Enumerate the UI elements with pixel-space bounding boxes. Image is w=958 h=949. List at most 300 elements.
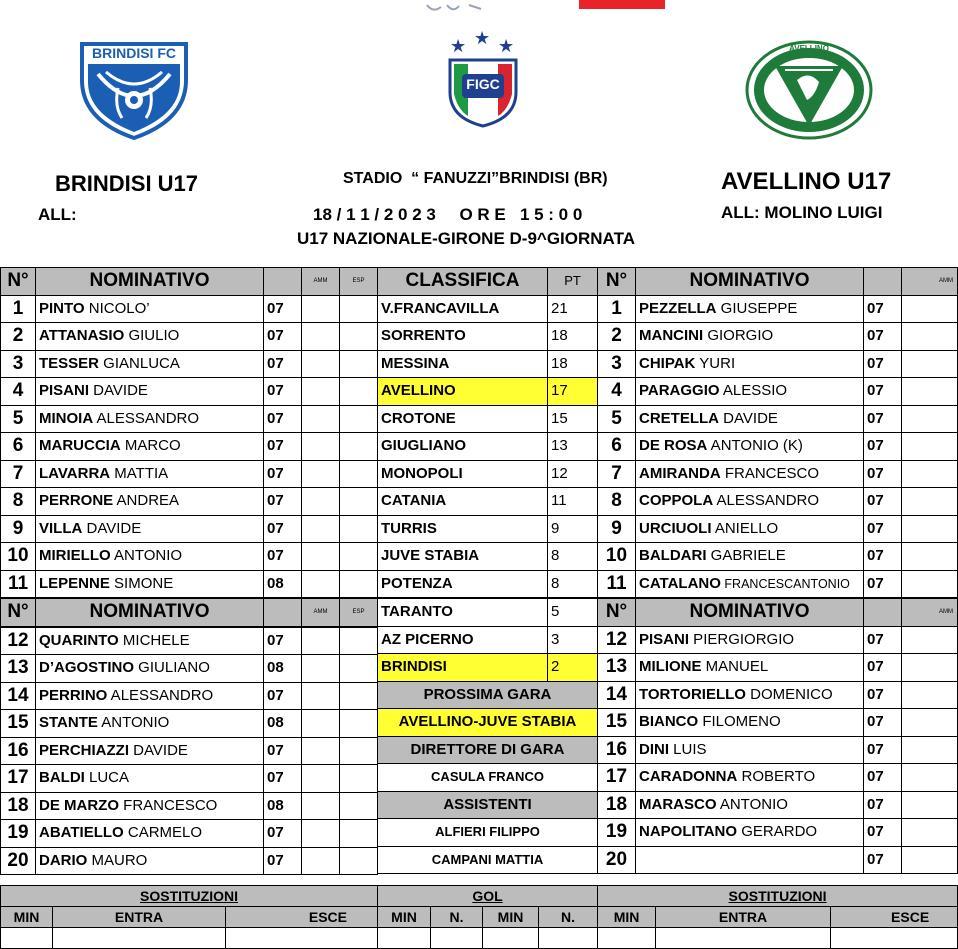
- home-player-firstname: GIULIO: [124, 327, 180, 345]
- sub-cell: [598, 928, 656, 949]
- home-player-firstname: ALESSANDRO: [93, 409, 200, 427]
- away-player-row: [598, 488, 958, 516]
- home-player-number: 20: [1, 847, 36, 875]
- goal-cell: [539, 928, 598, 949]
- away-player-row: [598, 570, 958, 598]
- home-player-shirt: 07: [264, 543, 302, 571]
- home-player-row: [1, 515, 378, 543]
- home-player-shirt: 08: [264, 570, 302, 598]
- referee-name: CASULA FRANCO: [378, 764, 598, 792]
- home-player-row: [1, 488, 378, 516]
- home-player-shirt: 07: [264, 460, 302, 488]
- home-player-esp: [340, 570, 378, 598]
- away-player-number: 12: [598, 626, 636, 654]
- away-player-lastname: PARAGGIO: [639, 382, 720, 400]
- officials-row: [378, 764, 598, 792]
- home-player-firstname: ALESSANDRO: [107, 686, 214, 704]
- home-player-shirt: 07: [264, 765, 302, 793]
- home-sub-entra-label: ENTRA: [53, 907, 226, 928]
- away-player-shirt: 07: [864, 543, 902, 571]
- home-player-amm: [302, 682, 340, 710]
- home-player-amm: [302, 737, 340, 765]
- standings-points: 21: [548, 295, 598, 323]
- home-player-number: 8: [1, 488, 36, 516]
- home-player-number: 1: [1, 295, 36, 323]
- away-player-name: [636, 460, 864, 488]
- competition: U17 NAZIONALE-GIRONE D-9^GIORNATA: [297, 229, 635, 248]
- away-player-shirt: 07: [864, 378, 902, 406]
- home-player-lastname: QUARINTO: [39, 631, 119, 649]
- away-player-lastname: DINI: [639, 740, 669, 758]
- home-player-lastname: BALDI: [39, 769, 85, 787]
- home-player-name: [36, 820, 264, 848]
- home-player-lastname: D’AGOSTINO: [39, 659, 135, 677]
- home-player-number: 12: [1, 627, 36, 655]
- away-player-number: 17: [598, 764, 636, 792]
- home-player-name: [36, 460, 264, 488]
- home-player-firstname: SIMONE: [109, 574, 174, 592]
- home-player-number: 15: [1, 710, 36, 738]
- home-player-name: [36, 433, 264, 461]
- home-player-lastname: DARIO: [39, 851, 88, 869]
- home-player-number: 18: [1, 792, 36, 820]
- standings-points: 18: [548, 323, 598, 351]
- away-player-firstname: FRANCESCO: [720, 464, 820, 482]
- standings-row: [378, 598, 598, 626]
- away-player-amm: [902, 846, 958, 874]
- home-player-esp: [340, 350, 378, 378]
- next-match: AVELLINO-JUVE STABIA: [378, 709, 598, 737]
- home-player-row: [1, 570, 378, 598]
- home-player-amm: [302, 820, 340, 848]
- standings-row: [378, 323, 598, 351]
- assistant-2: CAMPANI MATTIA: [378, 846, 598, 874]
- away-player-firstname: GIORGIO: [703, 327, 774, 345]
- home-player-shirt: 07: [264, 488, 302, 516]
- away-player-amm: [902, 764, 958, 792]
- away-player-amm: [902, 626, 958, 654]
- standings-points: 8: [548, 570, 598, 598]
- away-player-shirt: 07: [864, 295, 902, 323]
- home-player-amm: [302, 710, 340, 738]
- avellino-logo-text: AVELLINO: [789, 44, 829, 53]
- standings-points: 8: [548, 543, 598, 571]
- home-player-shirt: 07: [264, 820, 302, 848]
- standings-points: 2: [548, 654, 598, 682]
- home-player-firstname: MICHELE: [118, 631, 190, 649]
- standings-row: [378, 295, 598, 323]
- away-nominativo-header: NOMINATIVO: [636, 268, 864, 296]
- home-player-name: [36, 737, 264, 765]
- home-player-amm: [302, 627, 340, 655]
- away-player-firstname: GIUSEPPE: [716, 299, 798, 317]
- home-player-esp: [340, 765, 378, 793]
- home-esp-header: ESP: [340, 268, 378, 296]
- away-player-amm: [902, 488, 958, 516]
- home-player-lastname: LEPENNE: [39, 574, 110, 592]
- home-player-lastname: PINTO: [39, 299, 85, 317]
- away-player-shirt: 07: [864, 570, 902, 598]
- home-player-name: [36, 515, 264, 543]
- away-player-shirt: 07: [864, 323, 902, 351]
- home-player-firstname: ANTONIO: [97, 714, 170, 732]
- sub-cell: [226, 928, 378, 949]
- home-player-firstname: NICOLO’: [84, 299, 150, 317]
- figc-logo: [440, 30, 526, 128]
- away-player-name: [636, 405, 864, 433]
- home-player-lastname: PERRONE: [39, 492, 114, 510]
- goal-min-label-2: MIN: [483, 907, 539, 928]
- standings-row: [378, 654, 598, 682]
- away-sub-esce-label: ESCE: [831, 907, 958, 928]
- away-header-row: [598, 268, 958, 296]
- goal-cell: [483, 928, 539, 949]
- away-player-name: [636, 543, 864, 571]
- away-player-lastname: CARADONNA: [639, 768, 738, 786]
- standings-row: [378, 488, 598, 516]
- home-player-firstname: ANDREA: [113, 492, 180, 510]
- standings-points: 3: [548, 626, 598, 654]
- home-amm-header: AMM: [302, 268, 340, 296]
- away-lineup: [597, 267, 958, 874]
- home-player-esp: [340, 655, 378, 683]
- home-player-row: [1, 765, 378, 793]
- standings-team: CROTONE: [378, 405, 548, 433]
- away-player-row: [598, 323, 958, 351]
- away-sub-entra-label: ENTRA: [656, 907, 831, 928]
- away-player-amm: [902, 405, 958, 433]
- home-player-esp: [340, 737, 378, 765]
- away-player-amm: [902, 433, 958, 461]
- home-lineup: [0, 267, 378, 875]
- home-player-name: [36, 765, 264, 793]
- away-player-lastname: NAPOLITANO: [639, 823, 738, 841]
- stadium: STADIO “ FANUZZI”BRINDISI (BR): [343, 170, 608, 187]
- home-player-row: [1, 405, 378, 433]
- home-n-header: N°: [1, 268, 36, 296]
- away-player-firstname: LUIS: [669, 740, 707, 758]
- away-player-name: [636, 736, 864, 764]
- sub-cell: [831, 928, 958, 949]
- home-player-esp: [340, 792, 378, 820]
- away-blank-header: [864, 598, 902, 626]
- match-datetime: 18 / 1 1 / 2 0 2 3 O R E 1 5 : 0 0: [313, 205, 583, 224]
- away-player-firstname: GABRIELE: [706, 547, 786, 565]
- standings-team: POTENZA: [378, 570, 548, 598]
- away-player-name: [636, 654, 864, 682]
- home-player-number: 7: [1, 460, 36, 488]
- away-player-number: 13: [598, 654, 636, 682]
- away-coach: ALL: MOLINO LUIGI: [721, 203, 883, 222]
- standings-team: GIUGLIANO: [378, 433, 548, 461]
- home-player-shirt: 07: [264, 323, 302, 351]
- away-player-lastname: CHIPAK: [639, 354, 696, 372]
- home-player-amm: [302, 405, 340, 433]
- away-player-name: [636, 323, 864, 351]
- prossima-gara-header: PROSSIMA GARA: [378, 681, 598, 709]
- away-player-number: 8: [598, 488, 636, 516]
- away-player-shirt: 07: [864, 405, 902, 433]
- away-player-row: [598, 378, 958, 406]
- away-player-firstname: ROBERTO: [737, 768, 816, 786]
- home-player-number: 13: [1, 655, 36, 683]
- away-player-name: [636, 791, 864, 819]
- officials-row: [378, 791, 598, 819]
- away-player-shirt: 07: [864, 488, 902, 516]
- home-player-lastname: PERCHIAZZI: [39, 741, 129, 759]
- home-player-row: [1, 710, 378, 738]
- away-player-shirt: 07: [864, 764, 902, 792]
- standings-row: [378, 570, 598, 598]
- away-player-lastname: COPPOLA: [639, 492, 714, 510]
- away-player-number: 10: [598, 543, 636, 571]
- home-player-lastname: PISANI: [39, 382, 90, 400]
- home-player-firstname: CARMELO: [123, 824, 203, 842]
- standings-team: V.FRANCAVILLA: [378, 295, 548, 323]
- away-player-amm: [902, 378, 958, 406]
- home-player-esp: [340, 295, 378, 323]
- standings-row: [378, 460, 598, 488]
- home-player-lastname: TESSER: [39, 354, 100, 372]
- home-player-number: 9: [1, 515, 36, 543]
- home-player-number: 11: [1, 570, 36, 598]
- away-player-number: 4: [598, 378, 636, 406]
- standings-team: AVELLINO: [378, 378, 548, 406]
- home-player-shirt: 08: [264, 710, 302, 738]
- standings-row: [378, 378, 598, 406]
- home-player-firstname: MARCO: [120, 437, 181, 455]
- away-player-name: [636, 709, 864, 737]
- home-blank-header: [264, 268, 302, 296]
- away-player-row: [598, 846, 958, 874]
- home-player-row: [1, 378, 378, 406]
- home-player-name: [36, 405, 264, 433]
- away-player-shirt: 07: [864, 460, 902, 488]
- figc-logo-text: FIGC: [466, 76, 500, 92]
- home-player-amm: [302, 765, 340, 793]
- home-player-shirt: 08: [264, 792, 302, 820]
- home-player-row: [1, 543, 378, 571]
- standings-team: TURRIS: [378, 515, 548, 543]
- home-player-row: [1, 295, 378, 323]
- away-player-row: [598, 764, 958, 792]
- standings-row: [378, 405, 598, 433]
- away-player-lastname: BIANCO: [639, 713, 699, 731]
- standings-points: 15: [548, 405, 598, 433]
- home-player-esp: [340, 323, 378, 351]
- pt-header: PT: [548, 268, 598, 296]
- away-player-name: [636, 433, 864, 461]
- home-player-firstname: MATTIA: [110, 464, 169, 482]
- home-player-amm: [302, 792, 340, 820]
- home-player-shirt: 07: [264, 847, 302, 875]
- home-player-firstname: ANTONIO: [110, 547, 183, 565]
- away-player-shirt: 07: [864, 846, 902, 874]
- home-header-row: [1, 598, 378, 627]
- standings-row: [378, 515, 598, 543]
- home-player-lastname: PERRINO: [39, 686, 108, 704]
- home-player-firstname: MAURO: [87, 851, 148, 869]
- away-player-lastname: TORTORIELLO: [639, 685, 746, 703]
- away-player-lastname: CATALANO: [639, 574, 721, 592]
- standings-points: 18: [548, 350, 598, 378]
- away-player-name: [636, 846, 864, 874]
- home-team-title: BRINDISI U17: [55, 171, 199, 196]
- away-player-amm: [902, 515, 958, 543]
- officials-row: [378, 819, 598, 847]
- home-player-shirt: 07: [264, 378, 302, 406]
- away-player-lastname: URCIUOLI: [639, 519, 712, 537]
- home-player-amm: [302, 847, 340, 875]
- away-player-amm: [902, 323, 958, 351]
- away-player-number: 5: [598, 405, 636, 433]
- home-player-name: [36, 655, 264, 683]
- away-player-shirt: 07: [864, 791, 902, 819]
- home-player-esp: [340, 710, 378, 738]
- away-player-lastname: MANCINI: [639, 327, 704, 345]
- away-player-name: [636, 626, 864, 654]
- home-player-name: [36, 543, 264, 571]
- home-player-firstname: LUCA: [84, 769, 130, 787]
- standings-header-row: [378, 268, 598, 296]
- home-player-name: [36, 350, 264, 378]
- standings-points: 11: [548, 488, 598, 516]
- home-player-firstname: DAVIDE: [129, 741, 188, 759]
- away-player-firstname: MANUEL: [701, 658, 769, 676]
- away-player-firstname: ALESSIO: [719, 382, 788, 400]
- away-player-row: [598, 460, 958, 488]
- home-player-lastname: MARUCCIA: [39, 437, 121, 455]
- goal-min-label: MIN: [378, 907, 431, 928]
- home-player-name: [36, 792, 264, 820]
- away-player-number: 2: [598, 323, 636, 351]
- away-player-name: [636, 295, 864, 323]
- home-player-esp: [340, 627, 378, 655]
- sub-cell: [1, 928, 53, 949]
- substitutions-area: [0, 885, 958, 949]
- home-player-esp: [340, 405, 378, 433]
- goal-cell: [431, 928, 483, 949]
- standings-points: 17: [548, 378, 598, 406]
- home-player-esp: [340, 460, 378, 488]
- home-sub-esce-label: ESCE: [226, 907, 378, 928]
- away-player-amm: [902, 543, 958, 571]
- home-player-shirt: 07: [264, 350, 302, 378]
- away-player-name: [636, 488, 864, 516]
- classifica-header: CLASSIFICA: [378, 268, 548, 296]
- home-player-row: [1, 820, 378, 848]
- standings-team: AZ PICERNO: [378, 626, 548, 654]
- home-player-row: [1, 350, 378, 378]
- away-nominativo-header: NOMINATIVO: [636, 598, 864, 626]
- away-player-lastname: CRETELLA: [639, 409, 719, 427]
- home-player-name: [36, 847, 264, 875]
- away-player-number: 9: [598, 515, 636, 543]
- away-player-shirt: 07: [864, 736, 902, 764]
- away-player-amm: [902, 295, 958, 323]
- officials-row: [378, 736, 598, 764]
- away-player-name: [636, 378, 864, 406]
- home-player-amm: [302, 488, 340, 516]
- standings-points: 9: [548, 515, 598, 543]
- sub-cell: [656, 928, 831, 949]
- home-player-amm: [302, 433, 340, 461]
- home-player-lastname: ABATIELLO: [39, 824, 124, 842]
- away-player-row: [598, 433, 958, 461]
- away-player-firstname: GERARDO: [737, 823, 818, 841]
- away-blank-header: [864, 268, 902, 296]
- away-player-number: 18: [598, 791, 636, 819]
- sub-cell: [53, 928, 226, 949]
- svg-text:★: ★: [450, 36, 467, 56]
- away-player-row: [598, 295, 958, 323]
- home-player-esp: [340, 682, 378, 710]
- away-player-shirt: 07: [864, 819, 902, 847]
- away-player-number: 6: [598, 433, 636, 461]
- home-player-name: [36, 627, 264, 655]
- away-player-firstname: DAVIDE: [719, 409, 778, 427]
- home-player-number: 5: [1, 405, 36, 433]
- home-player-shirt: 07: [264, 682, 302, 710]
- home-player-shirt: 07: [264, 433, 302, 461]
- home-player-number: 14: [1, 682, 36, 710]
- home-blank-header: [264, 598, 302, 627]
- home-player-name: [36, 323, 264, 351]
- standings-points: 12: [548, 460, 598, 488]
- away-player-name: [636, 570, 864, 598]
- home-player-shirt: 07: [264, 295, 302, 323]
- home-player-row: [1, 792, 378, 820]
- home-player-firstname: DAVIDE: [89, 382, 148, 400]
- home-player-esp: [340, 820, 378, 848]
- standings-team: CATANIA: [378, 488, 548, 516]
- home-player-row: [1, 627, 378, 655]
- home-player-firstname: GIULIANO: [134, 659, 210, 677]
- away-player-row: [598, 709, 958, 737]
- home-player-name: [36, 295, 264, 323]
- goal-cell: [378, 928, 431, 949]
- top-decoration-left: [425, 0, 495, 8]
- away-player-firstname: DOMENICO: [745, 685, 833, 703]
- brindisi-logo-text: BRINDISI FC: [92, 45, 176, 61]
- home-player-name: [36, 682, 264, 710]
- away-player-row: [598, 819, 958, 847]
- away-player-number: 15: [598, 709, 636, 737]
- standings-row: [378, 350, 598, 378]
- home-nominativo-header: NOMINATIVO: [36, 268, 264, 296]
- officials-row: [378, 681, 598, 709]
- standings-points: 5: [548, 598, 598, 626]
- away-player-number: 1: [598, 295, 636, 323]
- away-player-firstname: FILOMENO: [698, 713, 781, 731]
- home-player-number: 4: [1, 378, 36, 406]
- away-player-shirt: 07: [864, 433, 902, 461]
- home-player-amm: [302, 378, 340, 406]
- home-player-firstname: DAVIDE: [82, 519, 142, 537]
- home-player-number: 19: [1, 820, 36, 848]
- home-player-row: [1, 655, 378, 683]
- away-n-header: N°: [598, 598, 636, 626]
- home-player-shirt: 07: [264, 405, 302, 433]
- away-player-row: [598, 543, 958, 571]
- away-player-amm: [902, 654, 958, 682]
- away-player-firstname: ANTONIO (K): [707, 437, 803, 455]
- home-player-shirt: 07: [264, 737, 302, 765]
- home-player-number: 10: [1, 543, 36, 571]
- away-player-lastname: BALDARI: [639, 547, 707, 565]
- away-player-amm: [902, 460, 958, 488]
- home-player-firstname: GIANLUCA: [99, 354, 180, 372]
